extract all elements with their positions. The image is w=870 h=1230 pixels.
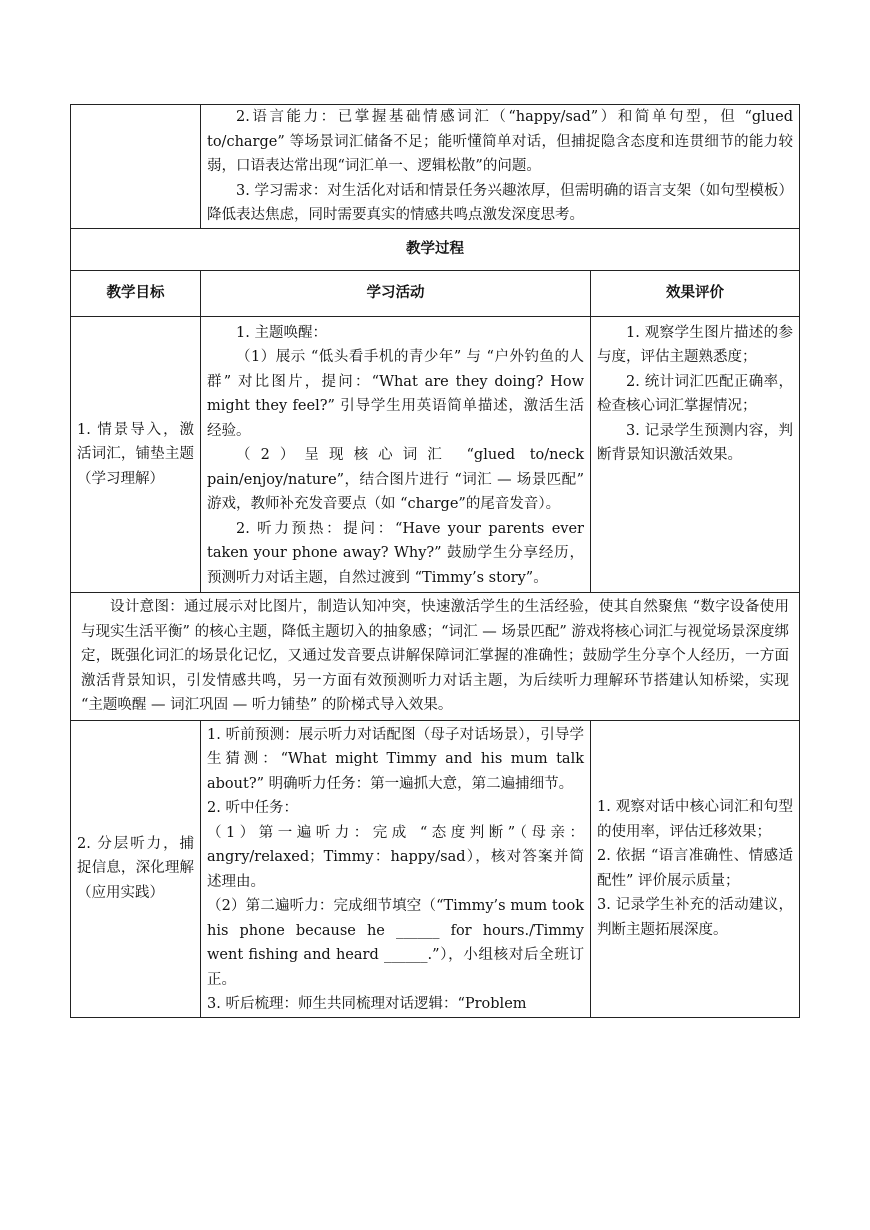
header-activity: 学习活动 bbox=[201, 270, 591, 316]
design-intent-row bbox=[71, 593, 800, 721]
language-ability-text: 2.语言能力：已掌握基础情感词汇（“happy/sad”）和简单句型，但 “glued to/charge” 等场景词汇储备不足；能听懂简单对话，但捕捉隐含态度和连贯细节的能力较弱，口语表达常出现“词汇单一、逻辑松散”的问题。 bbox=[207, 109, 793, 174]
step2-evaluation-1: 1. 观察对话中核心词汇和句型的使用率，评估迁移效果； bbox=[597, 799, 793, 840]
header-evaluation: 效果评价 bbox=[591, 270, 800, 316]
learner-analysis-row bbox=[71, 105, 800, 229]
header-row bbox=[71, 270, 800, 316]
step1-row bbox=[71, 316, 800, 593]
step1-activity-3: （2）呈现核心词汇 “glued to/neck pain/enjoy/nature”，结合图片进行 “词汇 — 场景匹配” 游戏，教师补充发音要点（如 “charge”的尾音发音）。 bbox=[207, 447, 584, 512]
teaching-plan-table bbox=[70, 104, 800, 1018]
step2-activity-5: 3. 听后梳理：师生共同梳理对话逻辑：“Problem bbox=[207, 996, 527, 1012]
step2-evaluation-cell bbox=[591, 720, 800, 1017]
step1-activity-4: 2. 听力预热：提问：“Have your parents ever taken your phone away? Why?” 鼓励学生分享经历，预测听力对话主题，自然过渡到 “Timmy’s story”。 bbox=[207, 520, 584, 586]
step1-goal: 1. 情景导入，激活词汇，铺垫主题（学习理解） bbox=[77, 421, 194, 487]
section-title: 教学过程 bbox=[71, 228, 800, 270]
header-goal: 教学目标 bbox=[71, 270, 201, 316]
design-intent-text: 设计意图：通过展示对比图片，制造认知冲突，快速激活学生的生活经验，使其自然聚焦 “数字设备使用与现实生活平衡” 的核心主题，降低主题切入的抽象感；“词汇 — 场景匹配” 游戏将核心词汇与视觉场景深度绑定，既强化词汇的场景化记忆，又通过发音要点讲解保障词汇掌握的准确性；鼓励学生分享个人经历，一方面激活背景知识，引发情感共鸣，另一方面有效预测听力对话主题，为后续听力理解环节搭建认知桥梁，实现 “主题唤醒 — 词汇巩固 — 听力铺垫” 的阶梯式导入效果。 bbox=[81, 599, 789, 713]
section-title-row bbox=[71, 228, 800, 270]
step2-row bbox=[71, 720, 800, 1017]
step2-evaluation-2: 2. 依据 “语言准确性、情感适配性” 评价展示质量； bbox=[597, 848, 793, 889]
step1-evaluation-3: 3. 记录学生预测内容，判断背景知识激活效果。 bbox=[597, 422, 793, 463]
step1-evaluation-1: 1. 观察学生图片描述的参与度，评估主题熟悉度； bbox=[597, 324, 793, 365]
learner-analysis-cell bbox=[201, 105, 800, 229]
step2-activity-2: 2. 听中任务： bbox=[207, 800, 298, 816]
step2-activity-4: （2）第二遍听力：完成细节填空（“Timmy’s mum took his phone because he ______ for hours./Timmy went fishing and heard ______.”），小组核对后全班订正。 bbox=[207, 898, 584, 988]
step1-goal-cell bbox=[71, 316, 201, 593]
step2-activity-cell bbox=[201, 720, 591, 1017]
step1-activity-cell bbox=[201, 316, 591, 593]
step1-evaluation-cell bbox=[591, 316, 800, 593]
step1-activity-1: 1. 主题唤醒： bbox=[236, 324, 327, 341]
step1-activity-2: （1）展示 “低头看手机的青少年” 与 “户外钓鱼的人群” 对比图片，提问：“What are they doing? How might they feel?” 引导学生用英语简单描述，激活生活经验。 bbox=[207, 349, 584, 439]
learning-needs-text: 3. 学习需求：对生活化对话和情景任务兴趣浓厚，但需明确的语言支架（如句型模板）降低表达焦虑，同时需要真实的情感共鸣点激发深度思考。 bbox=[207, 182, 793, 223]
step2-activity-1: 1. 听前预测：展示听力对话配图（母子对话场景），引导学生猜测：“What might Timmy and his mum talk about?” 明确听力任务：第一遍抓大意，第二遍捕细节。 bbox=[207, 726, 584, 792]
step2-goal: 2. 分层听力，捕捉信息，深化理解（应用实践） bbox=[77, 835, 194, 901]
design-intent-cell bbox=[71, 593, 800, 721]
learner-analysis-label-cell bbox=[71, 105, 201, 229]
step2-evaluation-3: 3. 记录学生补充的活动建议，判断主题拓展深度。 bbox=[597, 897, 793, 938]
step2-activity-3: （1）第一遍听力：完成 “态度判断”（母亲：angry/relaxed；Timmy：happy/sad），核对答案并简述理由。 bbox=[207, 824, 584, 890]
step2-goal-cell bbox=[71, 720, 201, 1017]
step1-evaluation-2: 2. 统计词汇匹配正确率，检查核心词汇掌握情况； bbox=[597, 373, 793, 414]
